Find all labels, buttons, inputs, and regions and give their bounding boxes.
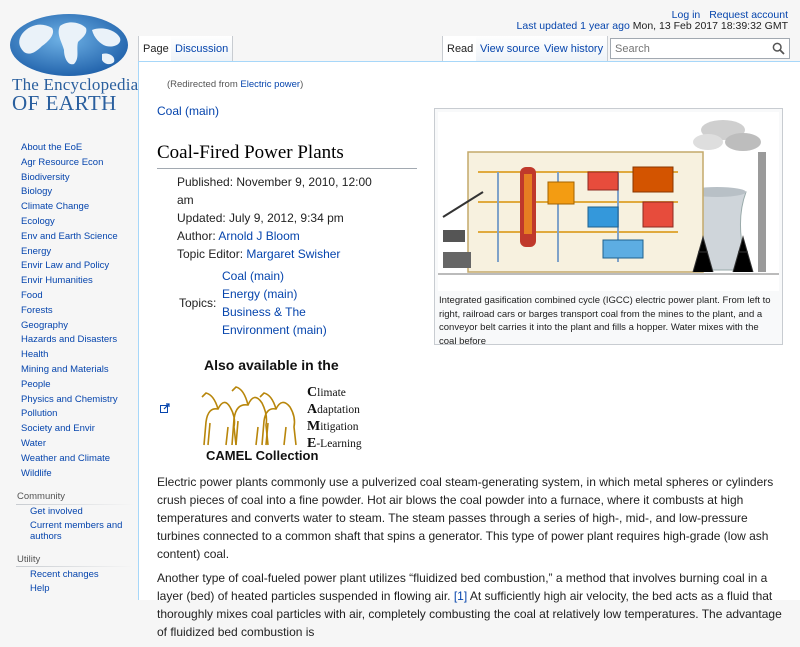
sidebar-item-help[interactable]: Help [30,583,50,594]
tab-page[interactable]: Page [138,36,174,61]
sidebar-item-get-involved[interactable]: Get involved [30,506,83,517]
sidebar-item-mining-materials[interactable]: Mining and Materials [21,363,109,375]
community-list [30,507,130,546]
topics-list [222,267,327,339]
camel-adaptation: Adaptation [307,402,360,417]
sidebar-item-wildlife[interactable]: Wildlife [21,467,52,479]
sidebar-item-energy[interactable]: Energy [21,245,52,257]
figure-caption: Integrated gasification combined cycle (IGCC) electric power plant. From left to right, railroad cars or barges transport coal from the mines to the plant, and a conveyor belt carries it into the plant and fills a hopper. Water mixes with the coal before [439,295,771,347]
camel-adaptation-text: daptation [317,404,360,416]
camel-banner[interactable] [194,357,379,472]
page-title: Coal-Fired Power Plants [157,142,417,169]
redirect-prefix: (Redirected from [167,79,241,90]
external-link-icon[interactable] [160,403,170,413]
site-logo[interactable] [0,0,138,120]
sidebar-item-climate-change[interactable]: Climate Change [21,201,90,213]
figure-box [434,108,783,345]
tab-view-history[interactable]: View history [540,36,608,61]
tab-discussion[interactable]: Discussion [171,36,233,61]
sidebar-item-current-members[interactable]: Current members and authors [30,520,123,542]
reference-link-1[interactable]: [1] [453,589,468,603]
topics-label: Topics: [179,296,217,310]
author-link[interactable]: Arnold J Bloom [218,229,300,243]
sidebar-item-ecology[interactable]: Ecology [21,215,55,227]
community-divider [16,504,134,505]
sidebar-item-envir-law-policy[interactable]: Envir Law and Policy [21,260,110,272]
published-date: November 9, 2010, 12:00 am [177,175,372,207]
search-input[interactable] [611,39,761,58]
editor-label: Topic Editor: [177,247,247,261]
sidebar-item-biology[interactable]: Biology [21,186,53,198]
main-article-link[interactable]: Coal (main) [157,104,220,118]
paragraph-2 [157,569,785,641]
published-row [177,173,377,209]
search-box [610,38,790,59]
sidebar-nav [21,142,118,482]
article-body [157,473,785,647]
sidebar-item-about[interactable]: About the EoE [21,142,83,153]
tab-view-source[interactable]: View source [476,36,545,61]
updated-date: July 9, 2012, 9:34 pm [229,211,344,225]
last-updated-date: Mon, 13 Feb 2017 18:39:32 GMT [632,20,788,32]
sidebar-item-biodiversity[interactable]: Biodiversity [21,171,70,183]
sidebar-item-agr-resource-econ[interactable]: Agr Resource Econ [21,156,104,168]
last-updated [517,20,788,32]
camel-mitigation: Mitigation [307,419,359,434]
community-heading: Community [17,491,66,502]
search-icon[interactable] [772,42,785,55]
updated-label: Updated: [177,211,230,225]
logo-line2: OF EARTH [12,91,117,115]
camel-mitigation-text: itigation [320,421,359,433]
globe-logo-icon [8,12,130,78]
sidebar-item-hazards-disasters[interactable]: Hazards and Disasters [21,334,118,346]
editor-row [177,245,377,263]
sidebar-item-water[interactable]: Water [21,437,46,449]
sidebar-item-recent-changes[interactable]: Recent changes [30,569,99,580]
power-plant-diagram[interactable] [438,112,779,291]
sidebar-item-weather-climate[interactable]: Weather and Climate [21,452,111,464]
camel-climate: Climate [307,385,346,400]
article-metadata [177,173,377,263]
updated-row [177,209,377,227]
topic-link-coal[interactable]: Coal (main) [222,269,285,283]
sidebar-item-food[interactable]: Food [21,289,43,301]
sidebar-item-envir-humanities[interactable]: Envir Humanities [21,275,93,287]
sidebar-item-society-envir[interactable]: Society and Envir [21,423,95,435]
sidebar-item-forests[interactable]: Forests [21,304,53,316]
camel-collection-text: CAMEL Collection [206,448,319,463]
main-content [138,61,800,639]
author-row [177,227,377,245]
topic-link-energy[interactable]: Energy (main) [222,287,298,301]
camel-elearning-text: -Learning [316,438,362,450]
camel-also-text: Also available in the [204,357,339,373]
camel-climate-text: limate [317,387,346,399]
login-link[interactable]: Log in [671,9,701,21]
sidebar-item-physics-chemistry[interactable]: Physics and Chemistry [21,393,118,405]
utility-divider [16,566,134,567]
logo-line1: The Encyclopedia [12,75,139,94]
camels-illustration [196,377,306,449]
utility-list [30,570,130,598]
camel-elearning: E-Learning [307,436,362,451]
redirect-suffix: ) [300,79,304,90]
redirect-link[interactable]: Electric power [240,79,301,90]
sidebar-item-health[interactable]: Health [21,349,49,361]
paragraph-2-part-b: At sufficiently high air velocity, the bed acts as a fluid that thoroughly mixes coal particles with air, completely combusting the coal at relatively low temperatures. The advantage of fluidized bed combustion is [157,589,782,639]
topic-link-business[interactable]: Business & The Environment (main) [222,305,327,337]
published-label: Published: [177,175,237,189]
redirect-notice [167,79,303,90]
last-updated-link[interactable]: Last updated 1 year ago [516,20,630,32]
tab-read[interactable]: Read [442,36,478,61]
paragraph-1: Electric power plants commonly use a pulverized coal steam-generating system, in which metal spheres or cylinders crush pieces of coal into a fine powder. Hot air blows the coal powder into a furnace, where it combusts at high temperatures and converts water to steam. The steam passes through a series of high-, mid-, and low-pressure turbines connected to a common shaft that spins a generator. This type of power plant requires high-grade (low ash content) coal. [157,475,774,561]
sidebar-item-geography[interactable]: Geography [21,319,69,331]
editor-link[interactable]: Margaret Swisher [246,247,341,261]
sidebar-item-people[interactable]: People [21,378,51,390]
author-label: Author: [177,229,219,243]
utility-heading: Utility [17,554,41,565]
request-account-link[interactable]: Request account [709,9,788,21]
sidebar-item-env-earth-science[interactable]: Env and Earth Science [21,230,118,242]
paragraph-2-part-a: Another type of coal-fueled power plant utilizes “fluidized bed combustion,” a method that involves burning coal in a layer (bed) of heated particles suspended in flowing air. [157,571,768,603]
sidebar-item-pollution[interactable]: Pollution [21,408,58,420]
